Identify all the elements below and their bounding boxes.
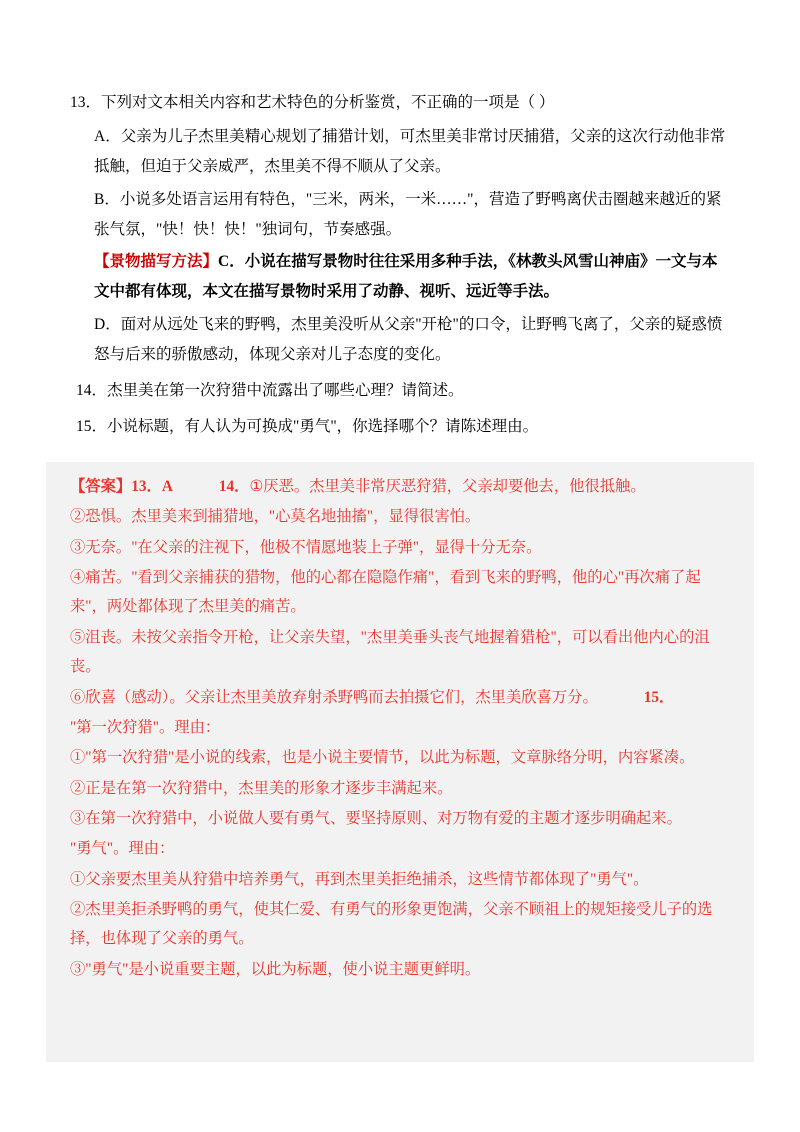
answer-14-item-4: ④痛苦。"看到父亲捕获的猎物，他的心都在隐隐作痛"，看到飞来的野鸭，他的心"再次痛了起来"，两处都体现了杰里美的痛苦。: [70, 569, 701, 616]
answer-15-title-option-2: "勇气"。理由：: [70, 840, 175, 858]
answer-15-title-option-1: "第一次狩猎"。理由：: [70, 718, 221, 736]
answer-14-item-6: ⑥欣喜（感动）。父亲让杰里美放弃射杀野鸭而去拍摄它们，杰里美欣喜万分。: [70, 688, 598, 706]
question-13-option-c: [70, 247, 730, 307]
answer-15-reason-1-3: ③在第一次狩猎中，小说做人要有勇气、要坚持原则、对万物有爱的主题才逐步明确起来。: [70, 809, 682, 827]
answer-15-number: 15．: [643, 688, 675, 706]
answer-14-item-5: ⑤沮丧。未按父亲指令开枪，让父亲失望，"杰里美垂头丧气地握着猎枪"，可以看出他内心的沮丧。: [70, 628, 710, 676]
answer-15-reason-2-2: ②杰里美拒杀野鸭的勇气，使其仁爱、有勇气的形象更饱满，父亲不顾祖上的规矩接受儿子的选择，也体现了父亲的勇气。: [70, 901, 713, 948]
question-13-stem: 13．下列对文本相关内容和艺术特色的分析鉴赏，不正确的一项是（ ）: [70, 94, 555, 111]
question-13-option-d: D．面对从远处飞来的野鸭，杰里美没听从父亲"开枪"的口令，让野鸭飞离了，父亲的疑惑愤怒与后来的骄傲感动，体现父亲对儿子态度的变化。: [94, 315, 723, 363]
answer-15-reason-2-3: ③"勇气"是小说重要主题，以此为标题，使小说主题更鲜明。: [70, 960, 481, 978]
answer-13-number: 13．: [131, 478, 162, 495]
answer-15-reason-2-1: ①父亲要杰里美从狩猎中培养勇气，再到杰里美拒绝捕杀，这些情节都体现了"勇气"。: [70, 870, 649, 888]
answer-14-lead: ①厌恶。杰里美非常厌恶狩猎，父亲却要他去，他很抵触。: [249, 478, 646, 495]
annotation-tag-scenery-method: 【景物描写方法】: [94, 253, 219, 271]
answer-14-item-3: ③无奈。"在父亲的注视下，他极不情愿地装上子弹"，显得十分无奈。: [70, 538, 542, 556]
answer-section: [70, 472, 730, 985]
answer-14-item-2: ②恐惧。杰里美来到捕猎地，"心莫名地抽搐"，显得很害怕。: [70, 508, 481, 526]
answer-label: 【答案】: [70, 478, 132, 495]
answer-14-item-6-and-15: [70, 683, 730, 712]
question-15-stem: 15．小说标题，有人认为可换成"勇气"，你选择哪个？请陈述理由。: [76, 418, 539, 436]
answer-14-number: 14．: [218, 478, 250, 495]
question-13-block: [70, 88, 730, 442]
answer-header-line: [70, 472, 730, 501]
question-13-option-a: A．父亲为儿子杰里美精心规划了捕猎计划，可杰里美非常讨厌捕猎，父亲的这次行动他非常抵触，但迫于父亲威严，杰里美不得不顺从了父亲。: [94, 128, 726, 176]
question-content: [70, 88, 730, 444]
question-13-option-b: B．小说多处语言运用有特色，"三米，两米，一米……"，营造了野鸭离伏击圈越来越近的紧张气氛，"快！快！快！"独词句，节奏感强。: [94, 190, 722, 238]
question-13-option-c-text: C．小说在描写景物时往往采用多种手法，《林教头风雪山神庙》一文与本文中都有体现，本文在描写景物时采用了动静、视听、远近等手法。: [94, 253, 718, 301]
question-14-stem: 14．杰里美在第一次狩猎中流露出了哪些心理？请简述。: [76, 381, 464, 399]
answer-13-value: A: [161, 478, 173, 495]
answer-15-reason-1-1: ①"第一次狩猎"是小说的线索，也是小说主要情节，以此为标题，文章脉络分明，内容紧凑。: [70, 749, 695, 767]
answer-15-reason-1-2: ②正是在第一次狩猎中，杰里美的形象才逐步丰满起来。: [70, 779, 453, 797]
